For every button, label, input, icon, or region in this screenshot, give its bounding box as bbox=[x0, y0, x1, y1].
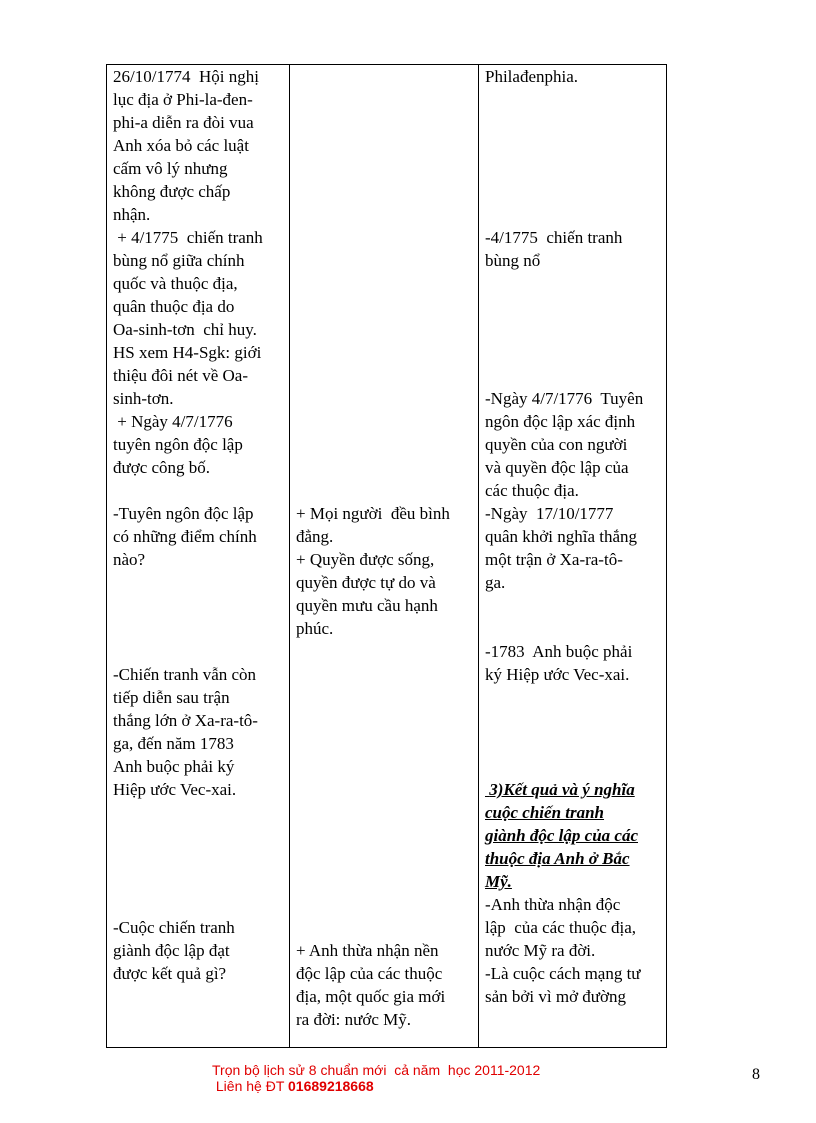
footer-line-contact bbox=[212, 1078, 540, 1094]
text-block-philadelphia: Philađenphia. bbox=[485, 67, 579, 86]
footer-phone: 01689218668 bbox=[288, 1078, 374, 1094]
text-block-declaration-content: -Ngày 4/7/1776 Tuyên ngôn độc lập xác định quyền của con người và quyền độc lập của các thuộc địa. -Ngày 17/10/1777 quân khởi nghĩa thắng một trận ở Xa-ra-tô- ga. bbox=[485, 389, 644, 592]
text-block-saratoga: -Chiến tranh vẫn còn tiếp diễn sau trận thắng lớn ở Xa-ra-tô- ga, đến năm 1783 Anh buộc phải ký Hiệp ước Vec-xai. bbox=[113, 665, 258, 799]
section-heading-results: 3)Kết quả và ý nghĩa cuộc chiến tranh giành độc lập của các thuộc địa Anh ở Bắc Mỹ. bbox=[485, 780, 638, 891]
activity-column bbox=[107, 65, 290, 1048]
footer-contact-label: Liên hệ ĐT bbox=[212, 1078, 289, 1094]
page-number: 8 bbox=[752, 1066, 760, 1083]
text-block-result-answer: + Anh thừa nhận nền độc lập của các thuộc địa, một quốc gia mới ra đời: nước Mỹ. bbox=[296, 941, 446, 1029]
text-block-conference: 26/10/1774 Hội nghị lục địa ở Phi-la-đen- phi-a diễn ra đòi vua Anh xóa bỏ các luật cấm vô lý nhưng không được chấp nhận. bbox=[113, 67, 259, 224]
text-block-declaration: + Ngày 4/7/1776 tuyên ngôn độc lập được công bố. bbox=[113, 412, 243, 477]
text-block-war-1775: -4/1775 chiến tranh bùng nổ bbox=[485, 228, 623, 270]
table-row bbox=[107, 65, 667, 1048]
content-column bbox=[479, 65, 667, 1048]
text-block-versailles: -1783 Anh buộc phải ký Hiệp ước Vec-xai. bbox=[485, 642, 633, 684]
text-block-question-declaration: -Tuyên ngôn độc lập có những điểm chính nào? bbox=[113, 504, 257, 569]
answer-column bbox=[290, 65, 479, 1048]
text-block-question-result: -Cuộc chiến tranh giành độc lập đạt được kết quả gì? bbox=[113, 918, 235, 983]
text-block-results-content: -Anh thừa nhận độc lập của các thuộc địa, nước Mỹ ra đời. -Là cuộc cách mạng tư sản bởi vì mở đường bbox=[485, 895, 641, 1006]
footer-note bbox=[212, 1062, 540, 1094]
text-block-war-outbreak: + 4/1775 chiến tranh bùng nổ giữa chính quốc và thuộc địa, quân thuộc địa do Oa-sinh-tơn chỉ huy. HS xem H4-Sgk: giới thiệu đôi nét về Oa- sinh-tơn. bbox=[113, 228, 263, 408]
footer-line-title: Trọn bộ lịch sử 8 chuẩn mới cả năm học 2011-2012 bbox=[212, 1062, 541, 1078]
text-block-declaration-points: + Mọi người đều bình đẳng. + Quyền được sống, quyền được tự do và quyền mưu cầu hạnh phúc. bbox=[296, 504, 450, 638]
lesson-table bbox=[106, 64, 667, 1048]
